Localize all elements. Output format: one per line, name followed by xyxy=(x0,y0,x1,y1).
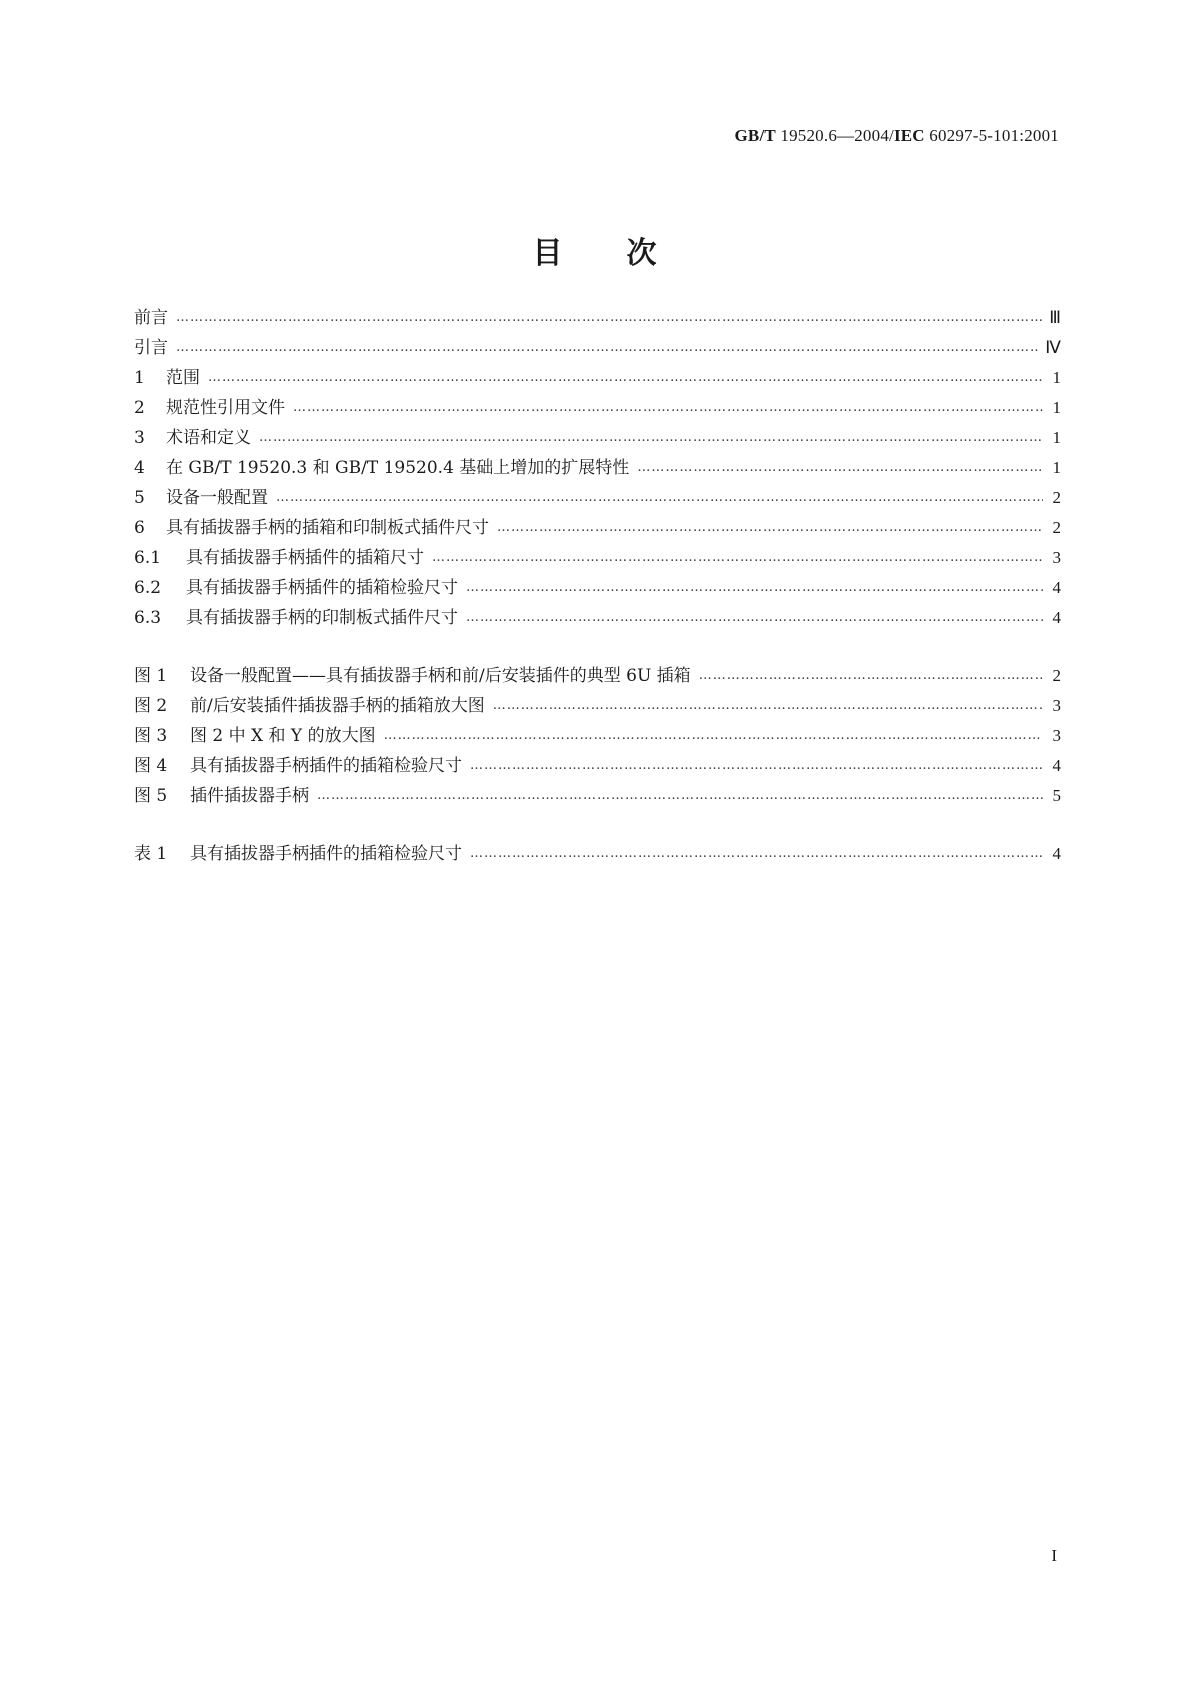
dot-leader xyxy=(493,694,1043,718)
toc-entry-text: 引言 xyxy=(134,338,168,358)
toc-entry-text: 术语和定义 xyxy=(166,428,251,448)
dot-leader xyxy=(293,396,1043,420)
toc-entry-page: 4 xyxy=(1052,578,1061,597)
toc-entry-number: 6.1 xyxy=(134,548,162,568)
header-iec: IEC xyxy=(893,126,925,145)
toc-entry-text: 范围 xyxy=(166,368,200,388)
title-char-1: 目 xyxy=(532,236,565,271)
dot-leader xyxy=(637,456,1043,480)
dot-leader xyxy=(276,486,1043,510)
toc-entry-foreword[interactable] xyxy=(134,306,1061,330)
standard-number-header xyxy=(734,126,1059,146)
header-prefix: GB/T xyxy=(734,126,776,145)
toc-entry-number: 3 xyxy=(134,428,145,448)
dot-leader xyxy=(466,576,1043,600)
toc-entry-text: 具有插拔器手柄插件的插箱检验尺寸 xyxy=(186,578,458,598)
toc-entry-text: 具有插拔器手柄插件的插箱尺寸 xyxy=(186,548,424,568)
dot-leader xyxy=(470,754,1043,778)
title-char-2: 次 xyxy=(626,236,659,271)
dot-leader xyxy=(470,842,1043,866)
toc-entry-section-1[interactable] xyxy=(134,366,1061,390)
toc-entry-section-6-2[interactable] xyxy=(134,576,1061,600)
toc-entry-section-6[interactable] xyxy=(134,516,1061,540)
toc-entry-number: 6.2 xyxy=(134,578,162,598)
toc-entry-page: 4 xyxy=(1052,844,1061,863)
dot-leader xyxy=(317,784,1043,808)
toc-entry-number: 图 2 xyxy=(134,696,168,716)
page-folio: I xyxy=(1051,1546,1057,1565)
toc-entry-figure-4[interactable] xyxy=(134,754,1061,778)
toc-entry-section-6-3[interactable] xyxy=(134,606,1061,630)
toc-entry-section-3[interactable] xyxy=(134,426,1061,450)
toc-entry-number: 表 1 xyxy=(134,844,168,864)
header-middle: 19520.6—2004/ xyxy=(775,126,894,145)
toc-entry-page: 4 xyxy=(1052,608,1061,627)
toc-entry-page: 1 xyxy=(1052,428,1061,447)
toc-entry-page: 2 xyxy=(1052,488,1061,507)
header-suffix: 60297-5-101:2001 xyxy=(924,126,1059,145)
toc-entry-number: 6.3 xyxy=(134,608,162,628)
dot-leader xyxy=(432,546,1043,570)
toc-entry-page: 3 xyxy=(1052,726,1061,745)
toc-entry-section-6-1[interactable] xyxy=(134,546,1061,570)
toc-entry-number: 4 xyxy=(134,458,145,478)
dot-leader xyxy=(176,306,1043,330)
toc-entry-figure-5[interactable] xyxy=(134,784,1061,808)
dot-leader xyxy=(497,516,1043,540)
toc-entry-figure-2[interactable] xyxy=(134,694,1061,718)
toc-entry-section-2[interactable] xyxy=(134,396,1061,420)
toc-entry-page: Ⅳ xyxy=(1045,338,1061,357)
toc-entry-number: 6 xyxy=(134,518,145,538)
toc-entry-number: 图 5 xyxy=(134,786,168,806)
toc-entry-text: 具有插拔器手柄插件的插箱检验尺寸 xyxy=(190,844,462,864)
toc-entry-page: Ⅲ xyxy=(1049,308,1061,327)
toc-entry-section-5[interactable] xyxy=(134,486,1061,510)
toc-entry-number: 图 4 xyxy=(134,756,168,776)
toc-entry-text: 具有插拔器手柄的印制板式插件尺寸 xyxy=(186,608,458,628)
toc-entry-introduction[interactable] xyxy=(134,336,1061,360)
toc-entry-figure-3[interactable] xyxy=(134,724,1061,748)
dot-leader xyxy=(208,366,1043,390)
toc-entry-table-1[interactable] xyxy=(134,842,1061,866)
toc-entry-number: 图 3 xyxy=(134,726,168,746)
toc-entry-page: 5 xyxy=(1052,786,1061,805)
toc-entry-page: 2 xyxy=(1052,518,1061,537)
toc-entry-number: 2 xyxy=(134,398,145,418)
toc-entry-page: 4 xyxy=(1052,756,1061,775)
toc-entry-text: 前/后安装插件插拔器手柄的插箱放大图 xyxy=(190,696,485,716)
toc-entry-text: 具有插拔器手柄插件的插箱检验尺寸 xyxy=(190,756,462,776)
dot-leader xyxy=(176,336,1039,360)
toc-entry-text: 设备一般配置 xyxy=(166,488,268,508)
toc-entry-text: 设备一般配置——具有插拔器手柄和前/后安装插件的典型 6U 插箱 xyxy=(190,666,691,686)
toc-entry-page: 1 xyxy=(1052,458,1061,477)
toc-entry-number: 1 xyxy=(134,368,145,388)
toc-entry-page: 3 xyxy=(1052,696,1061,715)
toc-entry-number: 图 1 xyxy=(134,666,168,686)
toc-entry-text: 规范性引用文件 xyxy=(166,398,285,418)
toc-entry-page: 3 xyxy=(1052,548,1061,567)
toc-entry-text: 插件插拔器手柄 xyxy=(190,786,309,806)
toc-entry-page: 1 xyxy=(1052,398,1061,417)
dot-leader xyxy=(259,426,1043,450)
dot-leader xyxy=(699,664,1043,688)
toc-entry-text: 前言 xyxy=(134,308,168,328)
dot-leader xyxy=(384,724,1043,748)
dot-leader xyxy=(466,606,1043,630)
page-title xyxy=(0,228,1191,272)
toc-entry-figure-1[interactable] xyxy=(134,664,1061,688)
toc-entry-page: 2 xyxy=(1052,666,1061,685)
toc-entry-number: 5 xyxy=(134,488,145,508)
toc-entry-page: 1 xyxy=(1052,368,1061,387)
toc-entry-text: 具有插拔器手柄的插箱和印制板式插件尺寸 xyxy=(166,518,489,538)
toc-entry-section-4[interactable] xyxy=(134,456,1061,480)
toc-entry-text: 在 GB/T 19520.3 和 GB/T 19520.4 基础上增加的扩展特性 xyxy=(166,458,630,478)
toc-entry-text: 图 2 中 X 和 Y 的放大图 xyxy=(190,726,376,746)
